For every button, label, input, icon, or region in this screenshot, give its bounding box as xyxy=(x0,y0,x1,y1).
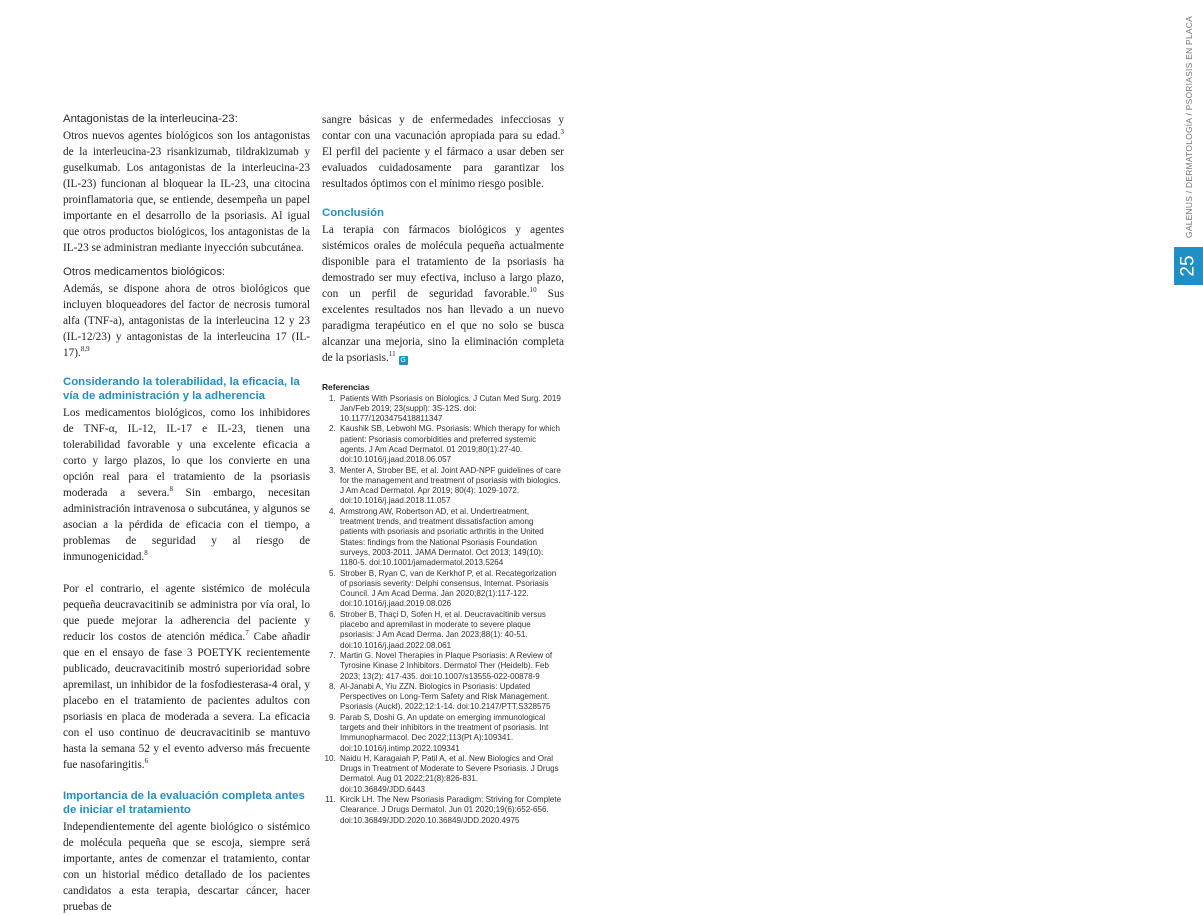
citation: 3 xyxy=(560,128,564,137)
reference-item: 7. Martin G. Novel Therapies in Plaque Psoriasis: A Review of Tyrosine Kinase 2 Inhibitors. Dermatol Ther (Heidelb). Feb 2023; 13(2): 417-435. doi:10.1007/s13555-022-00878-9 xyxy=(338,651,564,682)
references-list xyxy=(322,394,564,826)
reference-item: 10. Naidu H, Karagaiah P, Patil A, et al. New Biologics and Oral Drugs in Treatment of Moderate to Severe Psoriasis. J Drugs Dermatol. Aug 01 2022;21(8):826-831. doi:10.36849/JDD.6443 xyxy=(338,754,564,795)
paragraph-il23: Otros nuevos agentes biológicos son los antagonistas de la interleucina-23 risankizumab, tildrakizumab y guselkumab. Los antagonistas de la interleucina-23 (IL-23) funcionan al bloquear la IL-23, una citocina proinflamatoria que, se entiende, desempeña un papel importante en el desarrollo de la psoriasis. Al igual que otros productos biológicos, los antagonistas de la IL-23 se administran mediante inyección subcutánea. xyxy=(63,129,310,254)
reference-item: 2. Kaushik SB, Lebwohl MG. Psoriasis: Which therapy for which patient: Psoriasis comorbidities and preferred systemic agents. J Am Acad Dermatol. 01 2019;80(1):27-40. doi:10.1016/j.jaad.2018.06.057 xyxy=(338,424,564,465)
end-of-article-icon: G xyxy=(400,356,406,364)
paragraph-other-biologics: Además, se dispone ahora de otros biológicos que incluyen bloqueadores del factor de necrosis tumoral alfa (TNF-a), antagonistas de la interleucina 12 y 23 (IL-12/23) y antagonistas de la interleucina 17 (IL-17).$^{8,9}$ xyxy=(63,282,310,359)
citation: 8 xyxy=(169,484,173,493)
paragraph-deucravacitinib: Por el contrario, el agente sistémico de molécula pequeña deucravacitinib se administra por vía oral, lo que puede mejorar la adherencia del paciente y reducir los costos de atención médica.$^7$ Cabe añadir que en el ensayo de fase 3 POETYK recientemente publicado, deucravacitinib mostró superioridad sobre apremilast, un inhibidor de la fosfodiesterasa-4 oral, y placebo en el tratamiento de pacientes adultos con psoriasis en placa de moderada a severa. La eficacia con el uso continuo de deucravacitinib se mantuvo hasta la semana 52 y el evento adverso más frecuente fue nasofaringitis.$^6$ xyxy=(63,582,310,771)
reference-item: 3. Menter A, Strober BE, et al. Joint AAD-NPF guidelines of care for the management and treatment of psoriasis with biologics. J Am Acad Dermatol. Apr 2019; 80(4): 1029-1072. doi:10.1016/j.jaad.2018.11.057 xyxy=(338,466,564,507)
page-number: 25 xyxy=(1177,255,1199,277)
reference-item: 4. Armstrong AW, Robertson AD, et al. Undertreatment, treatment trends, and treatment dissatisfaction among patients with psoriasis and psoriatic arthritis in the United States: findings from the National Psoriasis Foundation surveys, 2003-2011. JAMA Dermatol. Oct 2013; 149(10): 1180-5. doi:10.1001/jamadermatol.2013.5264 xyxy=(338,507,564,569)
citation: 10 xyxy=(529,285,537,294)
reference-item: 9. Parab S, Doshi G. An update on emerging immunological targets and their inhibitors in the treatment of psoriasis. Int Immunopharmacol. Dec 2022;113(Pt A):109341. doi:10.1016/j.intimp.2022.109341 xyxy=(338,713,564,754)
heading-evaluation: Importancia de la evaluación completa antes de iniciar el tratamiento xyxy=(63,789,305,817)
reference-item: 1. Patients With Psoriasis on Biologics. J Cutan Med Surg. 2019 Jan/Feb 2019; 23(suppl): 3S-12S. doi: 10.1177/1203475418811347 xyxy=(338,394,564,425)
reference-item: 8. Al-Janabi A, Yiu ZZN. Biologics in Psoriasis: Updated Perspectives on Long-Term Safety and Risk Management. Psoriasis (Auckl). 2022;12:1-14. doi:10.2147/PTT.S328575 xyxy=(338,682,564,713)
paragraph-evaluation-cont: sangre básicas y de enfermedades infecciosas y contar con una vacunación apropiada para su edad.$^3$ El perfil del paciente y el fármaco a usar deben ser evaluados cuidadosamente para garantizar los resultados óptimos con el mínimo riesgo posible. xyxy=(322,114,564,190)
paragraph-evaluation: Independientemente del agente biológico o sistémico de molécula pequeña que se escoja, siempre será importante, antes de comenzar el tratamiento, contar con un historial médico detallado de los pacientes candidatos a esta terapia, descartar cáncer, hacer pruebas de xyxy=(63,820,310,913)
page-number-box xyxy=(1174,247,1203,285)
paragraph-tolerability: Los medicamentos biológicos, como los inhibidores de TNF-α, IL-12, IL-17 e IL-23, tienen una tolerabilidad favorable y una excelente eficacia a corto y largo plazos, lo que los convierte en una opción real para el tratamiento de la psoriasis moderada a severa.$^8$ Sin embargo, necesitan administración intravenosa o subcutánea, y algunos se asocian a la pérdida de eficacia con el tiempo, a problemas de seguridad y al riesgo de inmunogenicidad.$^8$ xyxy=(63,406,310,563)
citation: 8,9 xyxy=(80,344,90,353)
subheading-il23: Antagonistas de la interleucina-23: xyxy=(63,113,238,125)
reference-item: 6. Strober B, Thaçi D, Sofen H, et al. Deucravacitinib versus placebo and apremilast in moderate to severe plaque psoriasis: J Am Acad Derma. Jan 2023;88(1): 40-51. doi:10.1016/j.jaad.2022.08.061 xyxy=(338,610,564,651)
paragraph-conclusion: La terapia con fármacos biológicos y agentes sistémicos orales de molécula pequeña actualmente disponible para el tratamiento de la psoriasis ha demostrado ser muy efectiva, incluso a largo plazo, con un perfil de seguridad favorable.$^{10}$ Sus excelentes resultados nos han llevado a un nuevo paradigma terapéutico en el que no solo se busca alcanzar una mejoria, sino la eliminación completa de la psoriasis.$^{11}$G xyxy=(322,223,564,364)
citation: 8 xyxy=(144,548,148,557)
citation: 7 xyxy=(245,628,249,637)
reference-item: 11. Kircik LH. The New Psoriasis Paradigm: Striving for Complete Clearance. J Drugs Dermatol. Jun 01 2020;19(6):652-656. doi:10.36849/JDD.2020.10.36849/JDD.2020.4975 xyxy=(338,795,564,826)
references-title: Referencias xyxy=(322,381,370,392)
heading-tolerability: Considerando la tolerabilidad, la eficacia, la vía de administración y la adherencia xyxy=(63,375,300,403)
right-column xyxy=(322,112,564,826)
citation: 6 xyxy=(144,756,149,765)
side-bar xyxy=(583,0,1199,802)
reference-item: 5. Strober B, Ryan C, van de Kerkhof P, et al. Recategorization of psoriasis severity: Delphi consensus, Internat. Psoriasis Council. J Am Acad Derma. Jan 2020;82(1):117-122. doi:10.1016/j.jaad.2019.08.026 xyxy=(338,569,564,610)
left-column xyxy=(63,112,310,915)
subheading-other-biologics: Otros medicamentos biológicos: xyxy=(63,265,226,278)
heading-conclusion: Conclusión xyxy=(322,207,385,219)
running-head: GALENUS / DERMATOLOGÍA / PSORIASIS EN PLACA xyxy=(1184,15,1194,238)
citation: 11 xyxy=(388,349,396,358)
